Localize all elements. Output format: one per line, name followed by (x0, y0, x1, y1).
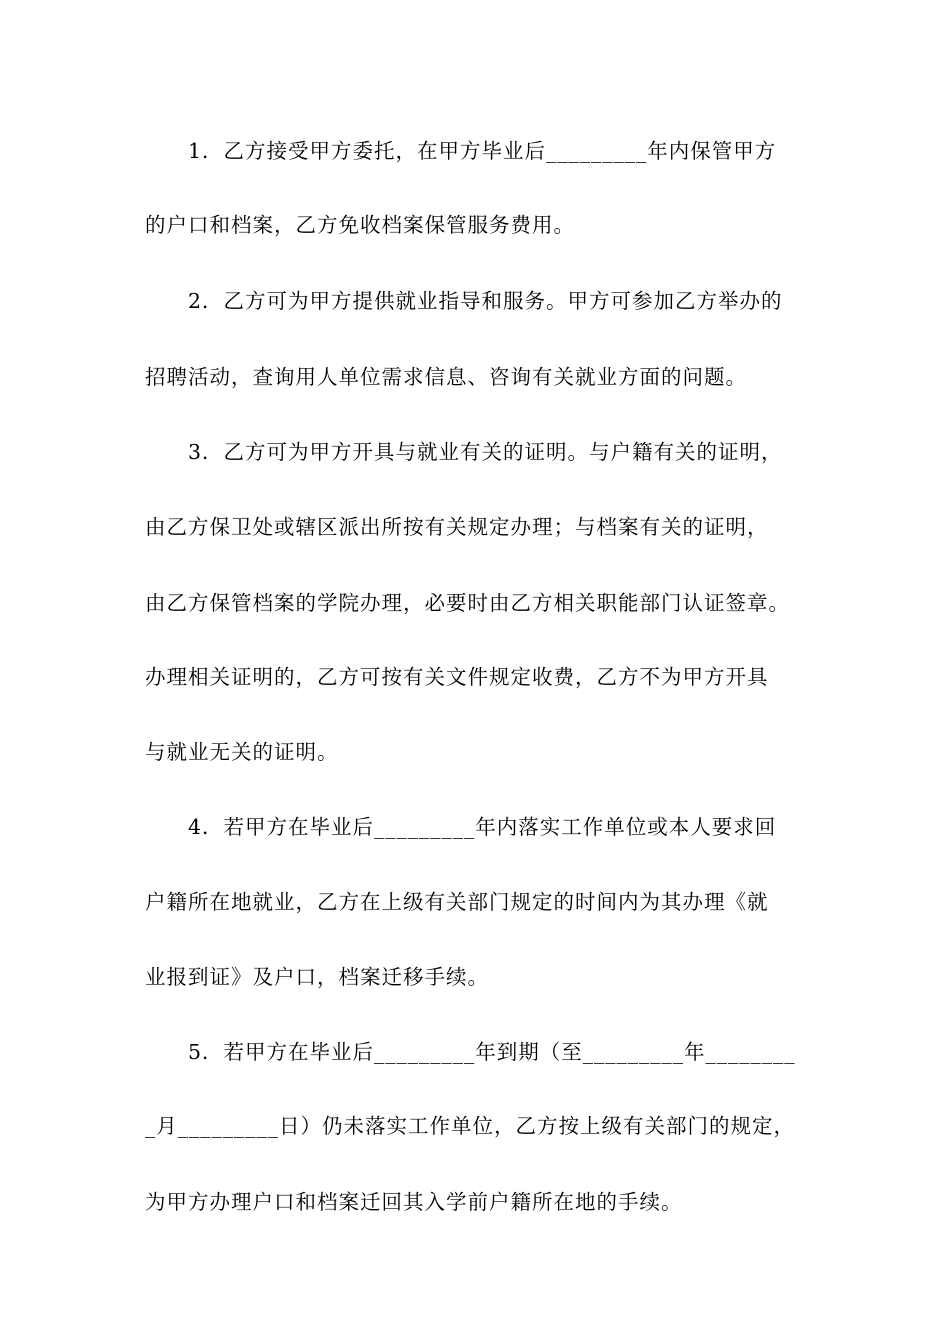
clause-5-line-3: 为甲方办理户口和档案迁回其入学前户籍所在地的手续。 (145, 1190, 683, 1214)
clause-2-line-2: 招聘活动，查询用人单位需求信息、咨询有关就业方面的问题。 (145, 365, 747, 389)
clause-5-line-1: 5．若甲方在毕业后_________年到期（至_________年________ (145, 1040, 796, 1064)
clause-3-line-5: 与就业无关的证明。 (145, 740, 339, 764)
clause-4-line-3: 业报到证》及户口，档案迁移手续。 (145, 965, 489, 989)
clause-3-line-4: 办理相关证明的，乙方可按有关文件规定收费，乙方不为甲方开具 (145, 665, 769, 689)
clause-3-line-1: 3．乙方可为甲方开具与就业有关的证明。与户籍有关的证明， (145, 440, 783, 464)
clause-3-line-2: 由乙方保卫处或辖区派出所按有关规定办理；与档案有关的证明， (145, 515, 769, 539)
clause-4-line-1: 4．若甲方在毕业后_________年内落实工作单位或本人要求回 (145, 815, 777, 839)
clause-4-line-2: 户籍所在地就业，乙方在上级有关部门规定的时间内为其办理《就 (145, 890, 769, 914)
clause-1-line-1: 1．乙方接受甲方委托，在甲方毕业后_________年内保管甲方 (145, 139, 777, 163)
clause-2-line-1: 2．乙方可为甲方提供就业指导和服务。甲方可参加乙方举办的 (145, 289, 783, 313)
clause-3-line-3: 由乙方保管档案的学院办理，必要时由乙方相关职能部门认证签章。 (145, 591, 790, 615)
clause-1-line-2: 的户口和档案，乙方免收档案保管服务费用。 (145, 213, 575, 237)
clause-5-line-2: _月_________日）仍未落实工作单位，乙方按上级有关部门的规定， (145, 1114, 795, 1138)
